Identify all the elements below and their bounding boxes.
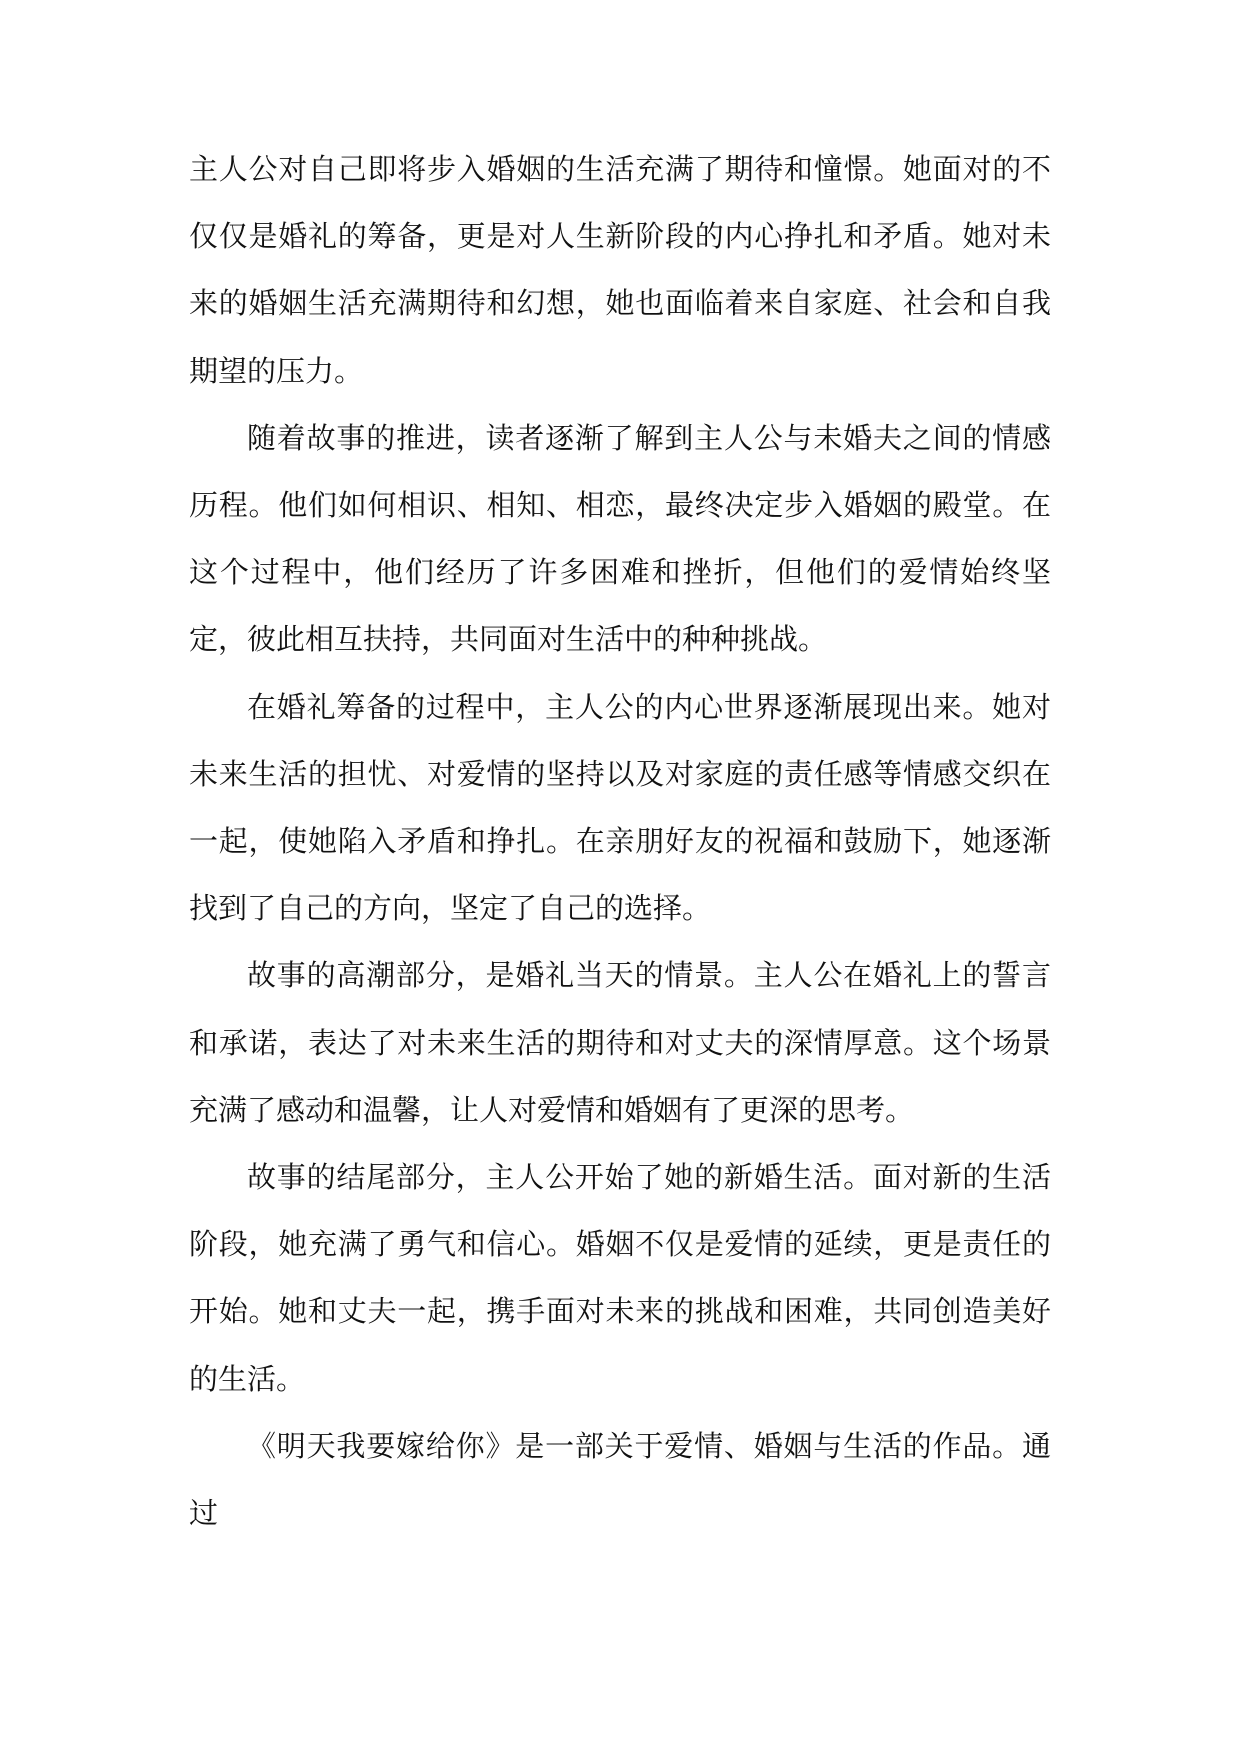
paragraph: 主人公对自己即将步入婚姻的生活充满了期待和憧憬。她面对的不仅仅是婚礼的筹备，更是对人生新阶段的内心挣扎和矛盾。她对未来的婚姻生活充满期待和幻想，她也面临着来自家庭、社会和自我期望的压力。	[189, 152, 1051, 388]
paragraph: 故事的结尾部分，主人公开始了她的新婚生活。面对新的生活阶段，她充满了勇气和信心。婚姻不仅是爱情的延续，更是责任的开始。她和丈夫一起，携手面对未来的挑战和困难，共同创造美好的生活。	[189, 1160, 1051, 1396]
paragraph: 故事的高潮部分，是婚礼当天的情景。主人公在婚礼上的誓言和承诺，表达了对未来生活的期待和对丈夫的深情厚意。这个场景充满了感动和温馨，让人对爱情和婚姻有了更深的思考。	[189, 958, 1051, 1127]
body-text	[189, 136, 1051, 1547]
paragraph: 《明天我要嫁给你》是一部关于爱情、婚姻与生活的作品。通过	[189, 1428, 1051, 1531]
paragraph: 随着故事的推进，读者逐渐了解到主人公与未婚夫之间的情感历程。他们如何相识、相知、相恋，最终决定步入婚姻的殿堂。在这个过程中，他们经历了许多困难和挫折，但他们的爱情始终坚定，彼此相互扶持，共同面对生活中的种种挑战。	[189, 420, 1051, 657]
paragraph: 在婚礼筹备的过程中，主人公的内心世界逐渐展现出来。她对未来生活的担忧、对爱情的坚持以及对家庭的责任感等情感交织在一起，使她陷入矛盾和挣扎。在亲朋好友的祝福和鼓励下，她逐渐找到了自己的方向，坚定了自己的选择。	[189, 689, 1051, 926]
